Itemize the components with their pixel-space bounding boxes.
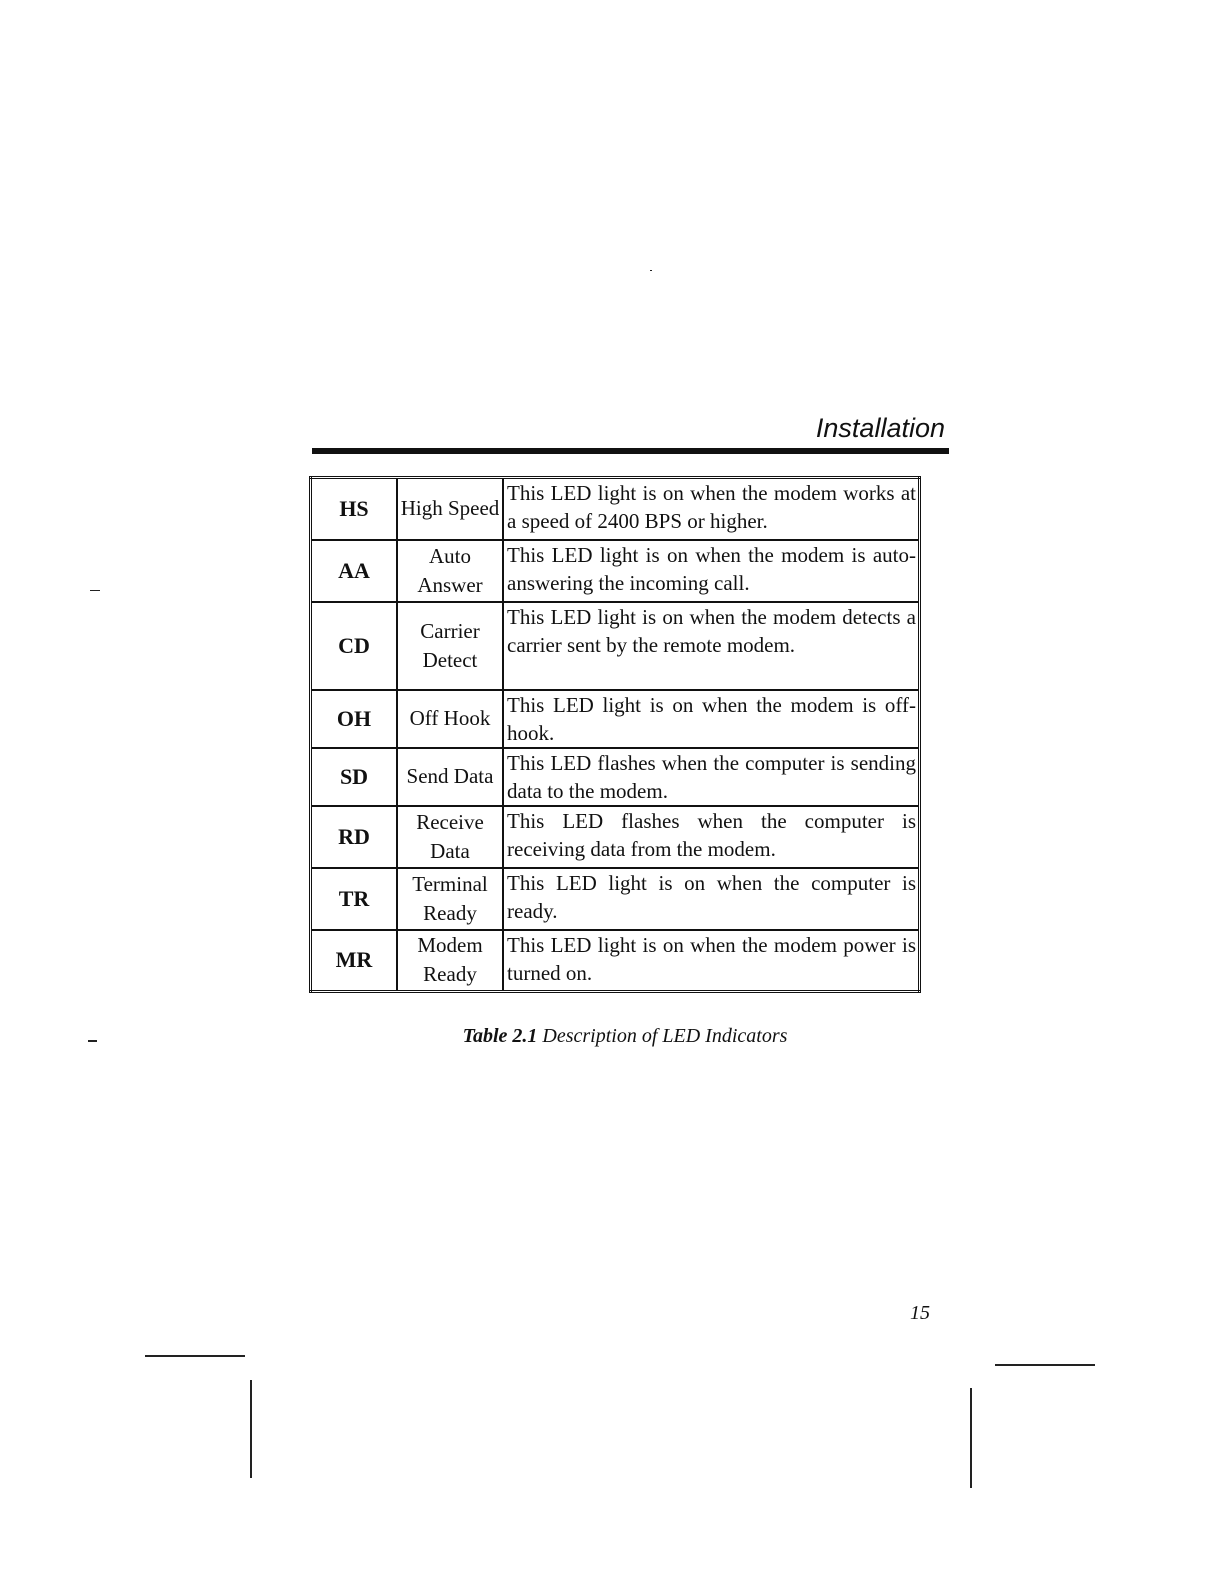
page-header-title: Installation (815, 413, 945, 443)
led-code: MR (311, 930, 398, 992)
led-code: OH (311, 690, 398, 748)
led-name: Receive Data (397, 806, 503, 868)
led-code: HS (311, 478, 398, 540)
led-description: This LED light is on when the computer is ready. (503, 868, 920, 930)
crop-mark-right-horizontal (995, 1364, 1095, 1366)
led-code: SD (311, 748, 398, 806)
page-number: 15 (910, 1302, 930, 1324)
led-description: This LED light is on when the modem detects a carrier sent by the remote modem. (503, 602, 920, 690)
led-description: This LED light is on when the modem is off-hook. (503, 690, 920, 748)
caption-label: Table 2.1 (462, 1025, 538, 1047)
led-name: Off Hook (397, 690, 503, 748)
led-description: This LED flashes when the computer is sending data to the modem. (503, 748, 920, 806)
led-name: High Speed (397, 478, 503, 540)
table-row (311, 690, 920, 748)
table-row (311, 806, 920, 868)
led-name: Send Data (397, 748, 503, 806)
table-row (311, 540, 920, 602)
table-caption (300, 1025, 950, 1048)
led-code: RD (311, 806, 398, 868)
table-row (311, 748, 920, 806)
table-row (311, 868, 920, 930)
led-indicator-table (309, 476, 921, 993)
led-name: Modem Ready (397, 930, 503, 992)
led-code: TR (311, 868, 398, 930)
led-code: CD (311, 602, 398, 690)
led-description: This LED flashes when the computer is receiving data from the modem. (503, 806, 920, 868)
led-code: AA (311, 540, 398, 602)
scan-speck (650, 270, 652, 271)
table-row (311, 602, 920, 690)
crop-mark-left-vertical (250, 1380, 252, 1478)
led-description: This LED light is on when the modem works at a speed of 2400 BPS or higher. (503, 478, 920, 540)
table-row (311, 930, 920, 992)
scan-dash-mark (90, 590, 100, 591)
scan-dash-mark (88, 1040, 97, 1042)
led-description: This LED light is on when the modem power is turned on. (503, 930, 920, 992)
led-name: Auto Answer (397, 540, 503, 602)
led-name: Terminal Ready (397, 868, 503, 930)
crop-mark-right-vertical (970, 1388, 972, 1488)
led-description: This LED light is on when the modem is auto-answering the incoming call. (503, 540, 920, 602)
caption-text: Description of LED Indicators (542, 1025, 788, 1047)
crop-mark-left-horizontal (145, 1355, 245, 1357)
led-name: Carrier Detect (397, 602, 503, 690)
header-rule (312, 448, 949, 454)
table-row (311, 478, 920, 540)
